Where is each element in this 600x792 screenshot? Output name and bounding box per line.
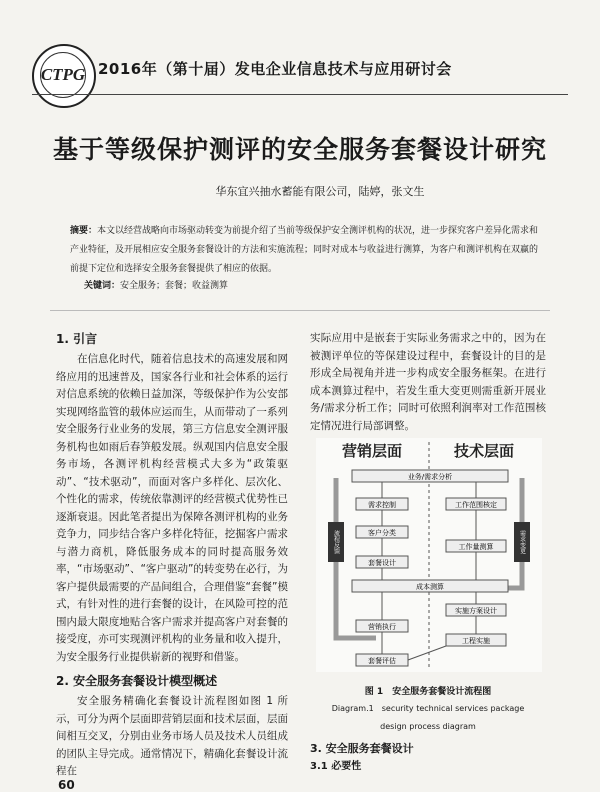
- marketing-exec-label: 营销执行: [368, 623, 396, 631]
- section2-heading: 2. 安全服务套餐设计模型概述: [56, 674, 218, 688]
- abstract-label: 摘要：: [70, 226, 98, 236]
- cost-calc-label: 成本测算: [416, 583, 444, 591]
- abstract-text: 本文以经营战略向市场驱动转变为前提介绍了当前等级保护安全测评机构的状况，进一步探究客户差异化需求和产业特征，及开展相应安全服务套餐设计的方法和实施流程；同时对成本与收益进行测算，为客户和测评机构在双赢的前提下定位和选择安全服务套餐提供了相应的依据。: [70, 226, 539, 274]
- work-scope-label: 工作范围核定: [455, 501, 497, 509]
- package-eval-label: 套餐评估: [368, 657, 396, 665]
- section31-heading: 3.1 必要性: [310, 761, 362, 772]
- customer-class-label: 客户分类: [368, 529, 396, 537]
- process-diagram: [316, 438, 542, 672]
- work-amount-label: 工作量测算: [458, 543, 494, 551]
- tech-layer-label: 技术层面: [453, 442, 515, 460]
- page-number: 60: [58, 778, 75, 792]
- conference-logo: [32, 44, 96, 108]
- section1-heading: 1. 引言: [56, 332, 98, 346]
- right-paragraph: 实际应用中是嵌套于实际业务需求之中的，因为在被测评单位的等保建设过程中，套餐设计的目的是形成全局视角并进一步构成安全服务框架。在进行成本测算过程中，若发生重大变更则需重新开展业务/需求分析工作；同时可依照利润率对工作范围核定情况进行局部调整。: [310, 332, 546, 432]
- marketing-layer-label: 营销层面: [341, 442, 403, 460]
- package-design-label: 套餐设计: [368, 559, 396, 567]
- right-column: [310, 330, 546, 435]
- section2-paragraph: 安全服务精确化套餐设计流程图如图 1 所示，可分为两个层面即营销层面和技术层面，层面间相互交叉，分别由业务市场人员及技术人员组成的团队主导完成。通常情况下，精确化套餐设计流程在: [56, 695, 288, 777]
- scheme-design-label: 实施方案设计: [455, 607, 497, 615]
- section-divider: [50, 310, 550, 311]
- demand-control-label: 需求控制: [368, 501, 396, 509]
- figure-caption: 图 1 安全服务套餐设计流程图: [364, 687, 492, 697]
- figure-caption-en: [310, 700, 546, 736]
- keywords-label: 关键词：: [84, 281, 121, 291]
- left-side-label: 流程反馈: [332, 530, 340, 554]
- section3-heading: 3. 安全服务套餐设计: [310, 742, 414, 755]
- logo-text: CTPG: [40, 52, 86, 98]
- conference-title: 2016年（第十届）发电企业信息技术与应用研讨会: [98, 60, 452, 78]
- right-side-label: 需求变更: [518, 530, 526, 554]
- paper-authors: 华东宜兴抽水蓄能有限公司，陆婷，张文生: [215, 185, 425, 198]
- keywords-text: 安全服务；套餐；收益测算: [120, 281, 229, 291]
- figure-caption-en-line1: Diagram.1 security technical services package: [331, 704, 525, 713]
- figure-caption-en-line2: design process diagram: [380, 722, 476, 731]
- engineering-impl-label: 工程实施: [462, 637, 490, 645]
- abstract: [70, 222, 540, 279]
- header-divider: [32, 94, 568, 95]
- left-column: [56, 330, 288, 781]
- paper-title: 基于等级保护测评的安全服务套餐设计研究: [52, 135, 547, 164]
- business-analysis-label: 业务/需求分析: [407, 473, 453, 481]
- keywords: [84, 278, 544, 291]
- section1-paragraph: 在信息化时代，随着信息技术的高速发展和网络应用的迅速普及，国家各行业和社会体系的运行对信息系统的依赖日益加深，等级保护作为公安部实现网络监管的载体应运而生，从而带动了一系列安全服务行业业务的发展，第三方信息安全测评服务机构也如雨后春笋般发展。纵观国内信息安全服务市场，各测评机构经营模式大多为“政策驱动”、“技术驱动”，而面对客户多样化、层次化、个性化的需求，传统依靠测评的经营模式优势性已逐渐衰退。因此笔者提出为保障各测评机构的业务竞争力，同步结合客户多样化特征，挖掘客户需求与潜力商机，降低服务成本的同时提高服务效率，“市场驱动”、“客户驱动”的转变势在必行，为客户提供最需要的产品间组合，合理借鉴“套餐”模式，有针对性的进行套餐的设计，在风险可控的范围内最大限度地贴合客户需求并提高客户对套餐的接受度，亦可实现测评机构的业务量和收入提升，为安全服务行业提供崭新的视野和借鉴。: [56, 353, 288, 663]
